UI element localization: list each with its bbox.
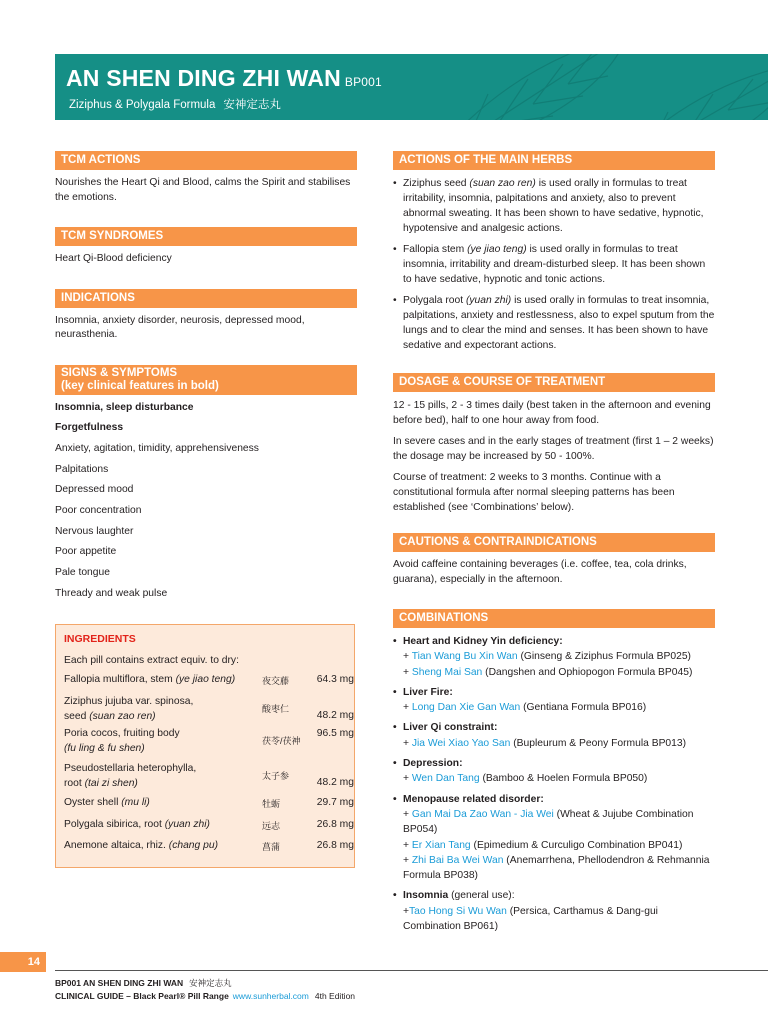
combination-title: • Menopause related disorder: [393, 792, 715, 807]
section-heading: TCM ACTIONS [55, 151, 357, 170]
tcm-actions-section [55, 151, 357, 205]
dosage-paragraph: In severe cases and in the early stages of treatment (first 1 – 2 weeks) the dosage may be increased by 50 - 100%. [393, 436, 714, 462]
formula-link[interactable]: Long Dan Xie Gan Wan [411, 702, 521, 714]
combination-title: • Liver Qi constraint: [393, 720, 715, 735]
section-heading: ACTIONS OF THE MAIN HERBS [393, 151, 715, 170]
combination-item: + Wen Dan Tang (Bamboo & Hoelen Formula BP050) [403, 773, 648, 785]
combination-title: • Liver Fire: [393, 685, 715, 700]
footer-chinese: 安神定志丸 [189, 978, 232, 988]
website-link[interactable]: www.sunherbal.com [232, 991, 309, 1001]
indications-section [55, 289, 357, 343]
section-text: Nourishes the Heart Qi and Blood, calms the Spirit and stabilises the emotions. [55, 177, 351, 203]
heading-line-1: SIGNS & SYMPTOMS [61, 366, 178, 379]
ingredient-name: Anemone altaica, rhiz. (chang pu) [64, 840, 218, 851]
formula-link[interactable]: Wen Dan Tang [411, 773, 480, 785]
combinations-section [393, 609, 715, 934]
dosage-text [393, 398, 715, 515]
ingredient-name: Pseudostellaria heterophylla, root (tai zi shen) [64, 763, 197, 789]
ingredients-intro: Each pill contains extract equiv. to dry: [64, 655, 239, 666]
symptom-item: Poor concentration [55, 504, 142, 516]
combination-item: + Zhi Bai Ba Wei Wan (Anemarrhena, Phellodendron & Rehmannia Formula BP038) [403, 854, 710, 882]
edition: 4th Edition [314, 991, 356, 1001]
heading-line-2: (key clinical features in bold) [61, 379, 219, 392]
main-herbs-section [393, 151, 715, 353]
symptom-item: Nervous laughter [55, 525, 134, 537]
symptom-item: Pale tongue [55, 567, 110, 578]
symptom-item: Poor appetite [55, 546, 117, 558]
combination-group [393, 756, 715, 787]
dosage-paragraph: 12 - 15 pills, 2 - 3 times daily (best taken in the afternoon and evening before bed), half to one hour away from food. [393, 400, 711, 426]
ingredient-name: Ziziphus jujuba var. spinosa, seed (suan zao ren) [64, 696, 194, 722]
combination-title: • Insomnia (general use): [393, 888, 715, 903]
ingredient-chinese: 菖蒲 [262, 842, 281, 852]
section-heading: CAUTIONS & CONTRAINDICATIONS [393, 533, 715, 552]
ingredient-amount: 48.2 mg [316, 710, 354, 721]
section-heading [55, 365, 357, 395]
combination-group [393, 634, 715, 680]
ingredient-amount: 64.3 mg [316, 674, 354, 685]
combination-title: • Heart and Kidney Yin deficiency: [393, 634, 715, 649]
combination-item: + Long Dan Xie Gan Wan (Gentiana Formula BP016) [403, 702, 647, 714]
ingredient-chinese: 茯苓/茯神 [262, 736, 301, 746]
combination-title: • Depression: [393, 756, 715, 771]
ingredient-amount: 26.8 mg [316, 819, 354, 830]
ingredient-amount: 48.2 mg [316, 777, 354, 788]
herb-list [393, 176, 715, 353]
title-banner [55, 54, 768, 120]
ingredient-name: Poria cocos, fruiting body (fu ling & fu shen) [64, 728, 180, 754]
product-subtitle: Ziziphus & Polygala Formula 安神定志丸 [69, 99, 281, 111]
ingredient-name: Oyster shell (mu li) [64, 797, 150, 808]
ingredient-chinese: 牡蛎 [262, 799, 281, 809]
herb-item: • Ziziphus seed (suan zao ren) is used orally in formulas to treat irritability, insomnia, palpitations and anxiety, also to prevent abnormal sweating. It has been shown to have sedative, hypnotic, hypotensive and analgesic actions. [393, 176, 715, 236]
formula-link[interactable]: Zhi Bai Ba Wei Wan [411, 854, 504, 866]
ingredients-box [55, 624, 355, 868]
section-text: Avoid caffeine containing beverages (i.e. coffee, tea, cola drinks, guarana), especially in the afternoon. [393, 559, 687, 585]
section-text: Insomnia, anxiety disorder, neurosis, depressed mood, neurasthenia. [55, 314, 305, 340]
symptom-item: Thready and weak pulse [55, 587, 168, 599]
ingredient-amount: 26.8 mg [316, 840, 354, 851]
footer-line-1: BP001 AN SHEN DING ZHI WAN 安神定志丸 [55, 978, 232, 988]
right-column [393, 151, 715, 939]
combination-item: + Er Xian Tang (Epimedium & Curculigo Combination BP041) [403, 839, 683, 851]
left-column [55, 151, 357, 618]
dosage-paragraph: Course of treatment: 2 weeks to 3 months. Continue with a constitutional formula after normal sleeping patterns has been established (see ‘Combinations’ below). [393, 472, 675, 513]
formula-link[interactable]: Gan Mai Da Zao Wan - Jia Wei [411, 808, 554, 820]
tcm-syndromes-section [55, 227, 357, 267]
ingredient-name: Polygala sibirica, root (yuan zhi) [64, 819, 210, 830]
ingredient-amount: 96.5 mg [316, 728, 354, 739]
combination-item: + Jia Wei Xiao Yao San (Bupleurum & Peony Formula BP013) [403, 737, 687, 749]
symptom-item: Forgetfulness [55, 422, 124, 434]
combination-item: +Tao Hong Si Wu Wan (Persica, Carthamus & Dang-gui Combination BP061) [403, 905, 658, 933]
section-text: Heart Qi-Blood deficiency [55, 253, 172, 264]
dosage-section [393, 373, 715, 515]
combination-list [393, 634, 715, 934]
symptom-item: Palpitations [55, 463, 109, 475]
formula-link[interactable]: Jia Wei Xiao Yao San [411, 737, 511, 749]
herb-item: • Polygala root (yuan zhi) is used orally in formulas to treat insomnia, palpitations, anxiety and restlessness, also to expel sputum from the lungs and to clear the mind and senses. It has been shown to have sedative and expectorant actions. [393, 293, 715, 353]
section-heading: COMBINATIONS [393, 609, 715, 628]
combination-item: + Tian Wang Bu Xin Wan (Ginseng & Ziziphus Formula BP025) [403, 651, 691, 663]
footer-divider [55, 970, 768, 971]
cautions-section [393, 533, 715, 587]
page-number: 14 [0, 952, 46, 972]
combination-item: + Sheng Mai San (Dangshen and Ophiopogon Formula BP045) [403, 666, 693, 678]
ingredient-name: Fallopia multiflora, stem (ye jiao teng) [64, 674, 236, 685]
symptom-item: Insomnia, sleep disturbance [55, 401, 194, 413]
combination-group [393, 720, 715, 751]
herb-item: • Fallopia stem (ye jiao teng) is used orally in formulas to treat insomnia, irritability and dream-disturbed sleep. It has been shown to have sedative, hypnotic and tonic actions. [393, 242, 715, 287]
ingredient-chinese: 远志 [262, 821, 281, 831]
ingredient-chinese: 太子参 [262, 771, 290, 781]
combination-group [393, 792, 715, 884]
signs-symptoms-section [55, 365, 357, 601]
chinese-name: 安神定志丸 [223, 99, 281, 111]
footer-line-2: CLINICAL GUIDE – Black Pearl® Pill Range www.sunherbal.com 4th Edition [55, 991, 356, 1001]
symptom-list [55, 401, 357, 601]
symptom-item: Depressed mood [55, 484, 134, 496]
section-heading: DOSAGE & COURSE OF TREATMENT [393, 373, 715, 392]
formula-link[interactable]: Sheng Mai San [411, 666, 483, 678]
formula-link[interactable]: Er Xian Tang [411, 839, 471, 851]
ingredient-chinese: 酸枣仁 [262, 704, 290, 714]
section-heading: TCM SYNDROMES [55, 227, 357, 246]
ingredients-heading: INGREDIENTS [64, 633, 136, 645]
formula-link[interactable]: Tian Wang Bu Xin Wan [411, 651, 518, 663]
ingredient-amount: 29.7 mg [316, 797, 354, 808]
combination-group [393, 685, 715, 716]
combination-group [393, 888, 715, 934]
product-title: AN SHEN DING ZHI WAN BP001 [66, 65, 382, 91]
ingredient-chinese: 夜交藤 [262, 676, 290, 686]
section-heading: INDICATIONS [55, 289, 357, 308]
formula-link[interactable]: Tao Hong Si Wu Wan [409, 905, 507, 917]
symptom-item: Anxiety, agitation, timidity, apprehensiveness [55, 442, 259, 454]
leaf-texture-image [368, 54, 768, 120]
product-code: BP001 [344, 75, 382, 89]
combination-item: + Gan Mai Da Zao Wan - Jia Wei (Wheat & Jujube Combination BP054) [403, 808, 694, 836]
